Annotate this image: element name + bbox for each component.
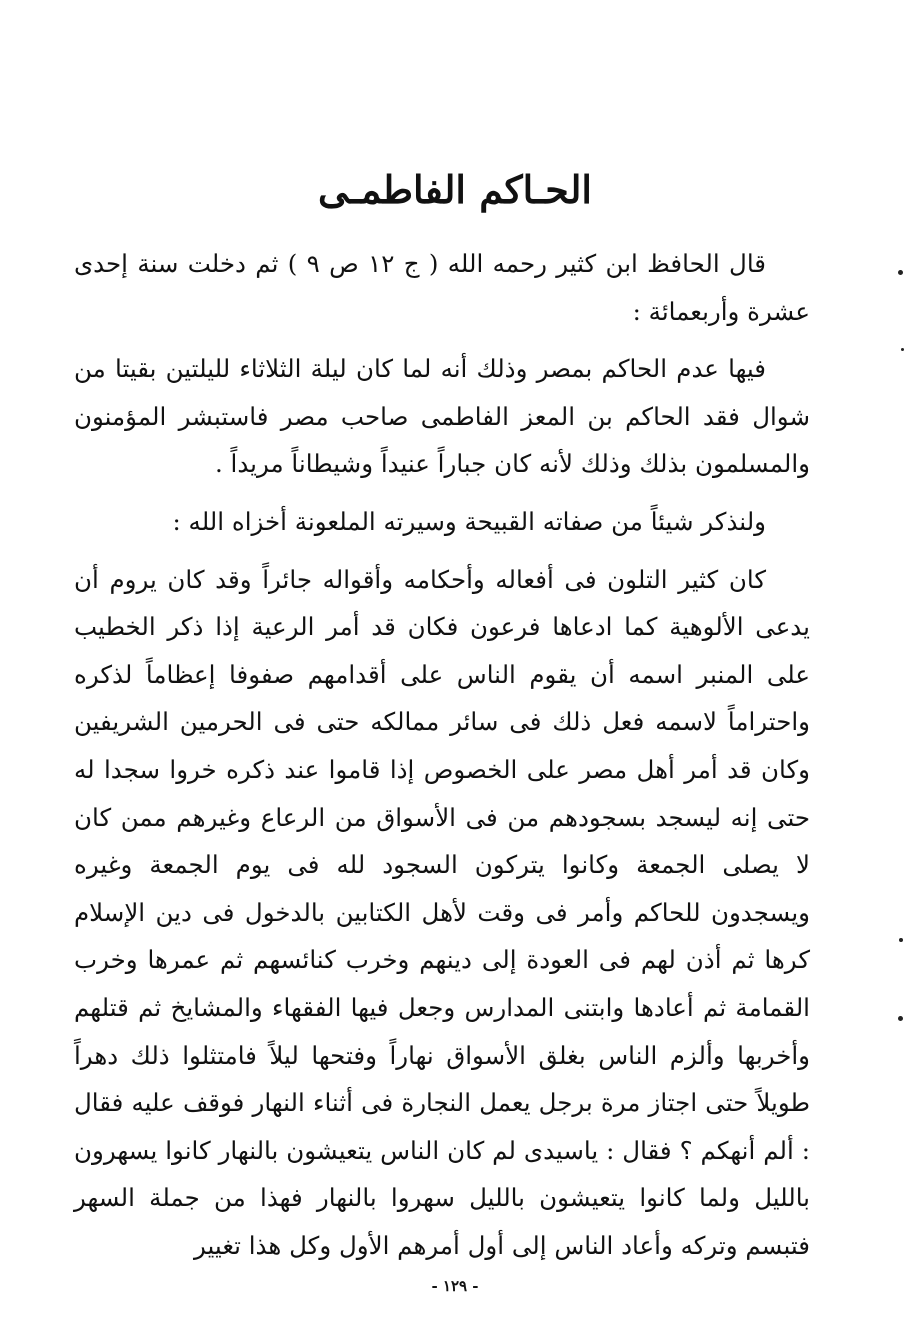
scan-speck: [898, 1016, 903, 1021]
scan-speck: [898, 270, 903, 275]
page-number: - ١٢٩ -: [431, 1277, 479, 1295]
body-text: [74, 240, 810, 1269]
paragraph-intro: قال الحافظ ابن كثير رحمه الله ( ج ١٢ ص ٩ ) ثم دخلت سنة إحدى عشرة وأربعمائة :: [74, 249, 810, 326]
paragraph-disappearance: فيها عدم الحاكم بمصر وذلك أنه لما كان ليلة الثلاثاء لليلتين بقيتا من شوال فقد الحاكم بن المعز الفاطمى صاحب مصر فاستبشر المؤمنون والمسلمون بذلك وذلك لأنه كان جباراً عنيداً وشيطاناً مريداً .: [74, 354, 810, 479]
paragraph-traits: كان كثير التلون فى أفعاله وأحكامه وأقواله جائراً وقد كان يروم أن يدعى الألوهية كما ادعاها فرعون فكان قد أمر الرعية إذا ذكر الخطيب على المنبر اسمه أن يقوم الناس على أقدامهم صفوفا إعظاماً لذكره واحتراماً لاسمه فعل ذلك فى سائر ممالكه حتى فى الحرمين الشريفين وكان قد أمر أهل مصر على الخصوص إذا قاموا عند ذكره خروا سجدا له حتى إنه ليسجد بسجودهم من فى الأسواق من الرعاع وغيرهم ممن كان لا يصلى الجمعة وكانوا يتركون السجود لله فى يوم الجمعة وغيره ويسجدون للحاكم وأمر فى وقت لأهل الكتابين بالدخول فى دين الإسلام كرها ثم أذن لهم فى العودة إلى دينهم وخرب كنائسهم ثم عمرها وخرب القمامة ثم أعادها وابتنى المدارس وجعل فيها الفقهاء والمشايخ ثم قتلهم وأخربها وألزم الناس بغلق الأسواق نهاراً وفتحها ليلاً فامتثلوا ذلك دهراً طويلاً حتى اجتاز مرة برجل يعمل النجارة فى أثناء النهار فوقف عليه فقال : ألم أنهكم ؟ فقال : ياسيدى لم كان الناس يتعيشون بالنهار كانوا يسهرون بالليل ولما كانوا يتعيشون بالليل سهروا بالنهار فهذا من جملة السهر فتبسم وتركه وأعاد الناس إلى أول أمرهم الأول وكل هذا تغيير: [74, 564, 810, 1260]
page-title: الحـاكم الفاطمـى: [318, 167, 592, 212]
paragraph-heading-traits: ولنذكر شيئاً من صفاته القبيحة وسيرته الملعونة أخزاه الله :: [172, 506, 766, 536]
scan-speck: [901, 348, 904, 351]
scan-speck: [899, 938, 903, 942]
